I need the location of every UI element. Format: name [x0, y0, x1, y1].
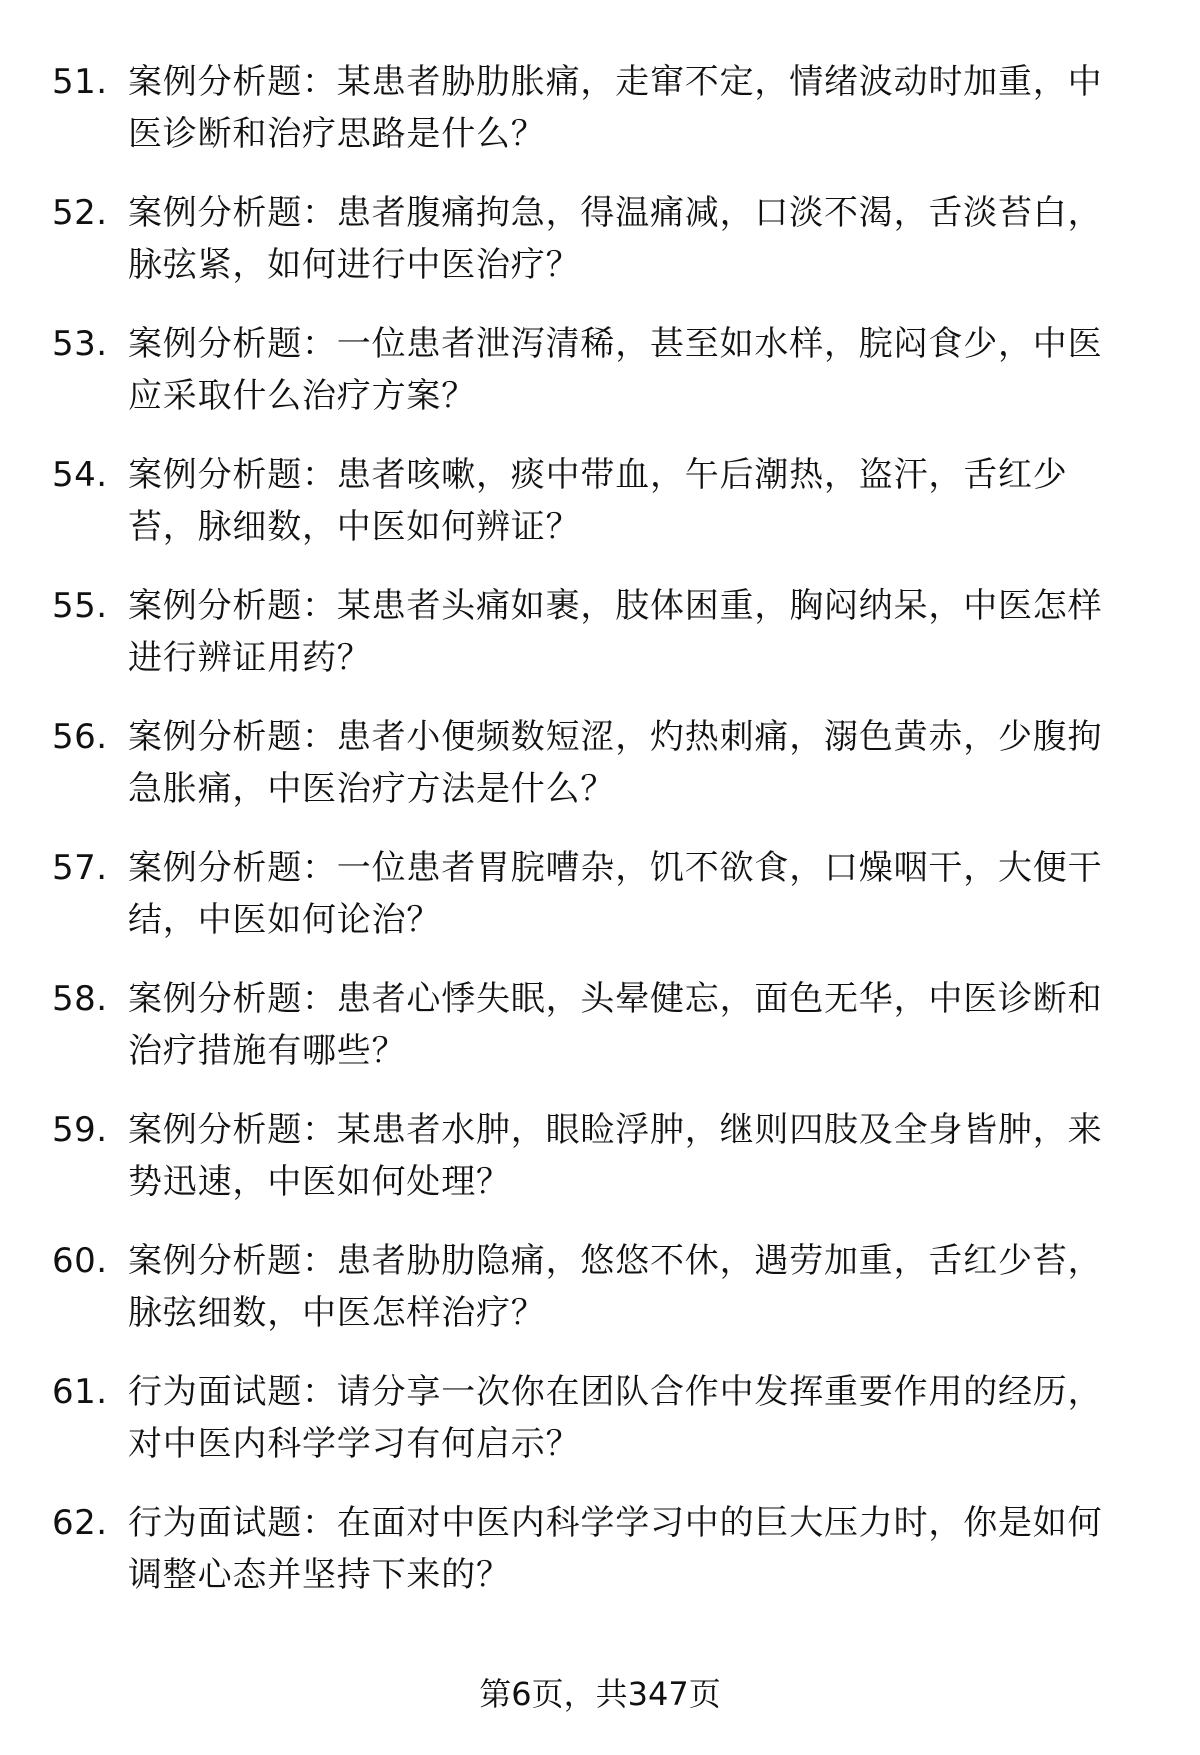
question-item-59: [0, 1104, 1200, 1216]
question-text: 案例分析题：某患者头痛如裹，肢体困重，胸闷纳呆，中医怎样进行辨证用药？: [128, 586, 1103, 678]
question-number: 56.: [52, 717, 108, 757]
question-item-56: [0, 711, 1200, 823]
question-text: 案例分析题：患者腹痛拘急，得温痛减，口淡不渴，舌淡苔白，脉弦紧，如何进行中医治疗？: [128, 193, 1103, 285]
question-text: 案例分析题：一位患者泄泻清稀，甚至如水样，脘闷食少，中医应采取什么治疗方案？: [128, 324, 1103, 416]
question-text: 案例分析题：患者心悸失眠，头晕健忘，面色无华，中医诊断和治疗措施有哪些？: [128, 979, 1103, 1071]
question-number: 59.: [52, 1110, 108, 1150]
question-text: 案例分析题：患者胁肋隐痛，悠悠不休，遇劳加重，舌红少苔，脉弦细数，中医怎样治疗？: [128, 1241, 1103, 1333]
question-text: 案例分析题：一位患者胃脘嘈杂，饥不欲食，口燥咽干，大便干结，中医如何论治？: [128, 848, 1103, 940]
question-text: 行为面试题：在面对中医内科学学习中的巨大压力时，你是如何调整心态并坚持下来的？: [128, 1503, 1103, 1595]
question-number: 58.: [52, 979, 108, 1019]
question-number: 53.: [52, 324, 108, 364]
question-item-62: [0, 1497, 1200, 1609]
question-item-55: [0, 580, 1200, 692]
question-text: 案例分析题：患者小便频数短涩，灼热刺痛，溺色黄赤，少腹拘急胀痛，中医治疗方法是什么？: [128, 717, 1103, 809]
question-number: 54.: [52, 455, 108, 495]
question-number: 61.: [52, 1372, 108, 1412]
question-item-53: [0, 318, 1200, 430]
question-text: 案例分析题：某患者胁肋胀痛，走窜不定，情绪波动时加重，中医诊断和治疗思路是什么？: [128, 62, 1103, 154]
question-number: 57.: [52, 848, 108, 888]
question-text: 案例分析题：某患者水肿，眼睑浮肿，继则四肢及全身皆肿，来势迅速，中医如何处理？: [128, 1110, 1103, 1202]
question-text: 案例分析题：患者咳嗽，痰中带血，午后潮热，盗汗，舌红少苔，脉细数，中医如何辨证？: [128, 455, 1068, 547]
question-list: [0, 56, 1200, 1628]
question-item-57: [0, 842, 1200, 954]
question-item-52: [0, 187, 1200, 299]
question-number: 51.: [52, 62, 108, 102]
question-item-54: [0, 449, 1200, 561]
question-item-61: [0, 1366, 1200, 1478]
question-item-58: [0, 973, 1200, 1085]
question-number: 60.: [52, 1241, 108, 1281]
page-footer: 第6页，共347页: [479, 1675, 721, 1713]
question-item-51: [0, 56, 1200, 168]
question-item-60: [0, 1235, 1200, 1347]
question-number: 62.: [52, 1503, 108, 1543]
question-text: 行为面试题：请分享一次你在团队合作中发挥重要作用的经历，对中医内科学学习有何启示？: [128, 1372, 1103, 1464]
question-number: 52.: [52, 193, 108, 233]
question-number: 55.: [52, 586, 108, 626]
